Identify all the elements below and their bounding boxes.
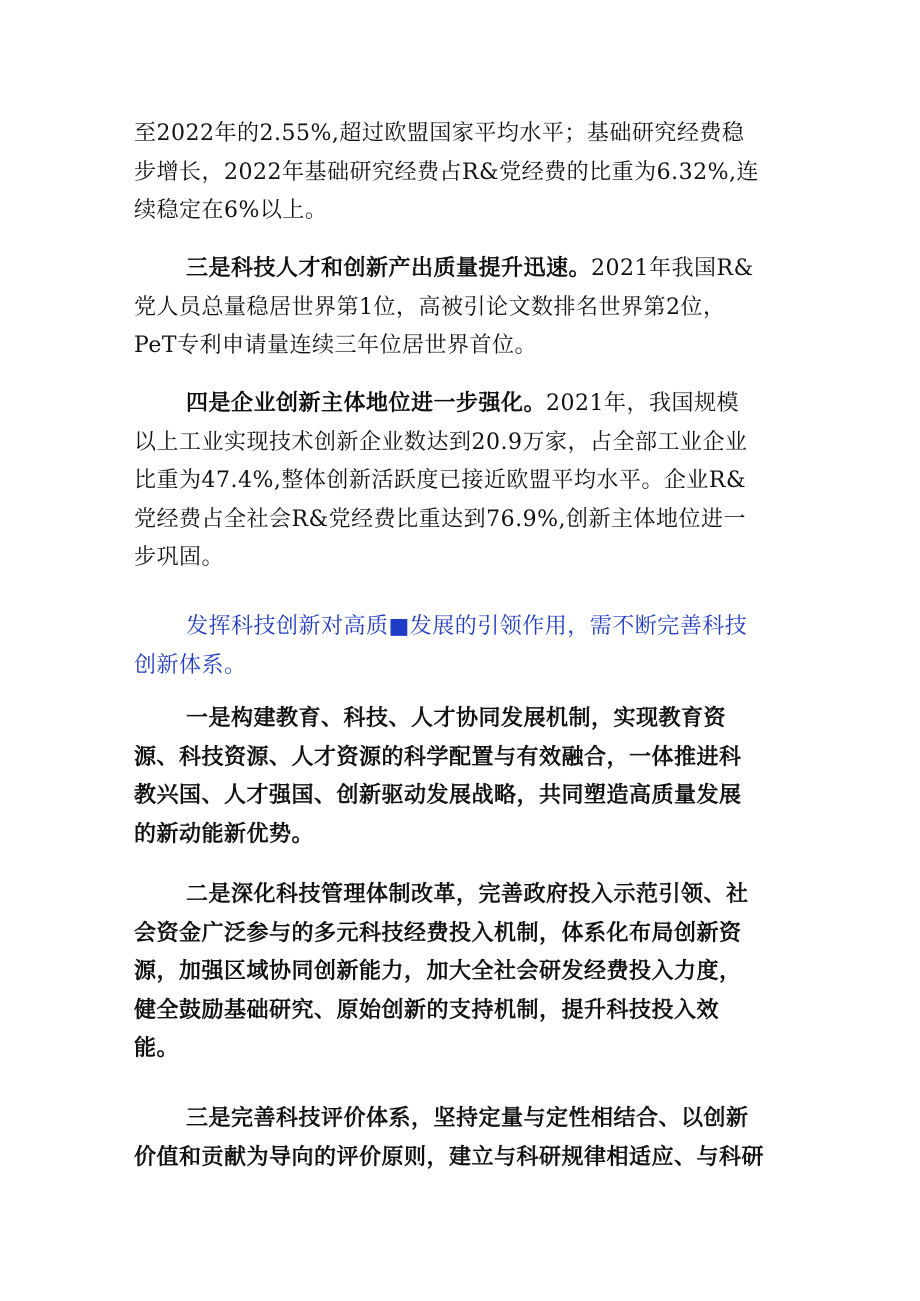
text-line: 党经费占全社会R&党经费比重达到76.9%,创新主体地位进一	[134, 506, 747, 532]
text-line: 比重为47.4%,整体创新活跃度已接近欧盟平均水平。企业R&	[134, 468, 747, 493]
text-line: 2021年，我国规模	[546, 391, 740, 416]
text-line: 步增长，2022年基础研究经费占R&党经费的比重为6.32%,连	[134, 159, 760, 185]
paragraph-education-mechanism	[134, 700, 784, 854]
text-line: 源，加强区域协同创新能力，加大全社会研发经费投入力度，	[134, 959, 742, 984]
paragraph-evaluation-system	[134, 1100, 784, 1177]
paragraph-talent-output	[134, 250, 784, 366]
text-line: 党人员总量稳居世界第1位，高被引论文数排名世界第2位，	[134, 294, 726, 320]
text-line: 三是完善科技评价体系，坚持定量与定性相结合、以创新	[186, 1106, 749, 1131]
heading-line: 发挥科技创新对高质■发展的引领作用，需不断完善科技	[186, 614, 748, 639]
text-line: 能。	[134, 1036, 180, 1061]
text-line: 二是深化科技管理体制改革，完善政府投入示范引领、社	[186, 882, 749, 907]
text-line: 的新动能新优势。	[134, 821, 315, 847]
text-line: 以上工业实现技术创新企业数达到20.9万家，占全部工业企业	[134, 429, 748, 455]
text-line: PeT专利申请量连续三年位居世界首位。	[134, 333, 538, 358]
text-line: 至2022年的2.55%,超过欧盟国家平均水平；基础研究经费稳	[134, 121, 745, 146]
text-line: 价值和贡献为导向的评价原则，建立与科研规律相适应、与科研	[134, 1144, 765, 1170]
text-line: 会资金广泛参与的多元科技经费投入机制，体系化布局创新资	[134, 920, 742, 946]
paragraph-lead: 三是科技人才和创新产出质量提升迅速。	[186, 256, 592, 281]
text-line: 源、科技资源、人才资源的科学配置与有效融合，一体推进科	[134, 744, 742, 770]
text-line: 健全鼓励基础研究、原始创新的支持机制，提升科技投入效	[134, 997, 720, 1023]
text-line: 一是构建教育、科技、人才协同发展机制，实现教育资	[186, 706, 727, 731]
paragraph-lead: 四是企业创新主体地位进一步强化。	[186, 391, 547, 416]
text-line: 2021年我国R&	[591, 256, 754, 281]
section-heading	[134, 608, 784, 685]
paragraph-rd-investment	[134, 115, 784, 231]
heading-line: 创新体系。	[134, 652, 247, 678]
text-line: 教兴国、人才强国、创新驱动发展战略，共同塑造高质量发展	[134, 783, 742, 808]
paragraph-management-reform	[134, 876, 784, 1069]
text-line: 续稳定在6%以上。	[134, 198, 328, 223]
text-line: 步巩固。	[134, 545, 225, 570]
paragraph-enterprise-innovation	[134, 385, 784, 578]
